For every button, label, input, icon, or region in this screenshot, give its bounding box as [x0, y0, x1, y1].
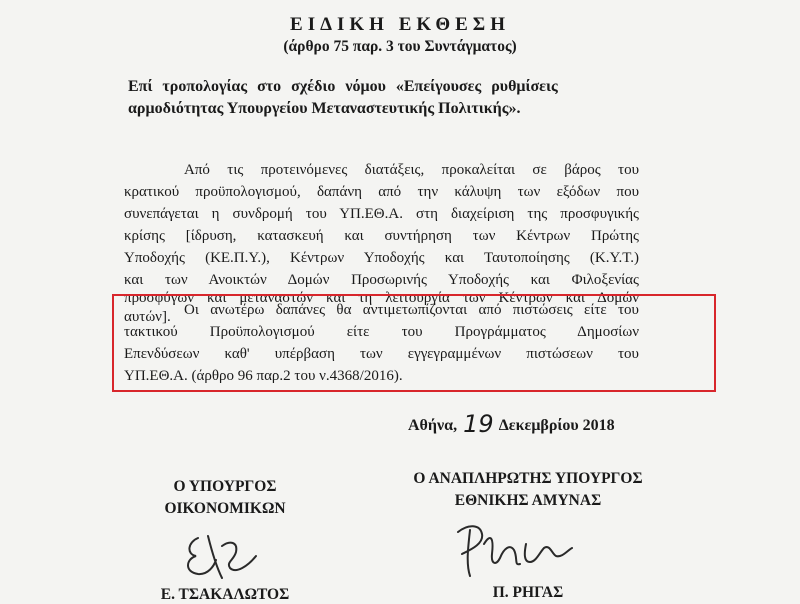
paragraph1-line-8: αυτών]. — [124, 309, 171, 325]
paragraph1-line-3: συνεπάγεται η συνδρομή του ΥΠ.ΕΘ.Α. στη διαχείριση της προσφυγικής — [124, 206, 639, 222]
date-place: Αθήνα, — [408, 417, 458, 434]
subject-line-2: αρμοδιότητας Υπουργείου Μεταναστευτικής Πολιτικής». — [128, 100, 521, 117]
signatory1-title-line-2: ΟΙΚΟΝΟΜΙΚΩΝ — [164, 500, 286, 517]
paragraph2-line-3: Επενδύσεων καθ' υπέρβαση των εγγεγραμμένων πιστώσεων του — [124, 346, 639, 362]
subject-line-1: Επί τροπολογίας στο σχέδιο νόμου «Επείγουσες ρυθμίσεις — [128, 78, 558, 95]
signing-date — [408, 408, 615, 436]
paragraph1-line-6: και των Ανοικτών Δομών Προσωρινής Υποδοχής και Φιλοξενίας — [124, 272, 639, 288]
paragraph2-line-2: τακτικού Προϋπολογισμού είτε του Προγράμματος Δημοσίων — [124, 324, 639, 340]
paragraph1-line-7: προσφύγων και μεταναστών και τη λειτουργία των Κέντρων και Δομών — [124, 290, 639, 306]
signatory2-title-line-2: ΕΘΝΙΚΗΣ ΑΜΥΝΑΣ — [454, 492, 602, 509]
paragraph2-line-1: Οι ανωτέρω δαπάνες θα αντιμετωπίζονται από πιστώσεις είτε του — [184, 302, 639, 318]
signatory1-title-line-1: Ο ΥΠΟΥΡΓΟΣ — [173, 478, 277, 495]
date-day: 19 — [463, 410, 494, 438]
paragraph1-line-2: κρατικού προϋπολογισμού, δαπάνη από την κάλυψη των εξόδων που — [124, 184, 639, 200]
paragraph2-line-4: ΥΠ.ΕΘ.Α. (άρθρο 96 παρ.2 του ν.4368/2016). — [124, 368, 403, 384]
paragraph1-line-5: Υποδοχής (ΚΕ.Π.Υ.), Κέντρων Υποδοχής και Ταυτοποίησης (Κ.Υ.Τ.) — [124, 250, 639, 266]
paragraph1-line-1: Από τις προτεινόμενες διατάξεις, προκαλείται σε βάρος του — [184, 162, 639, 178]
signatory2-title-line-1: Ο ΑΝΑΠΛΗΡΩΤΗΣ ΥΠΟΥΡΓΟΣ — [413, 470, 643, 487]
signatory2-name: Π. ΡΗΓΑΣ — [492, 584, 564, 601]
signatory1-name: Ε. ΤΣΑΚΑΛΩΤΟΣ — [160, 586, 290, 603]
date-month-year: Δεκεμβρίου 2018 — [498, 417, 615, 434]
paragraph1-line-4: κρίσης [ίδρυση, κατασκευή και συντήρηση των Κέντρων Πρώτης — [124, 228, 639, 244]
signatory1-signature-icon — [178, 526, 268, 586]
document-title: ΕΙΔΙΚΗ ΕΚΘΕΣΗ — [290, 14, 510, 35]
document-subtitle: (άρθρο 75 παρ. 3 του Συντάγματος) — [283, 38, 517, 55]
signatory2-signature-icon — [440, 514, 590, 584]
